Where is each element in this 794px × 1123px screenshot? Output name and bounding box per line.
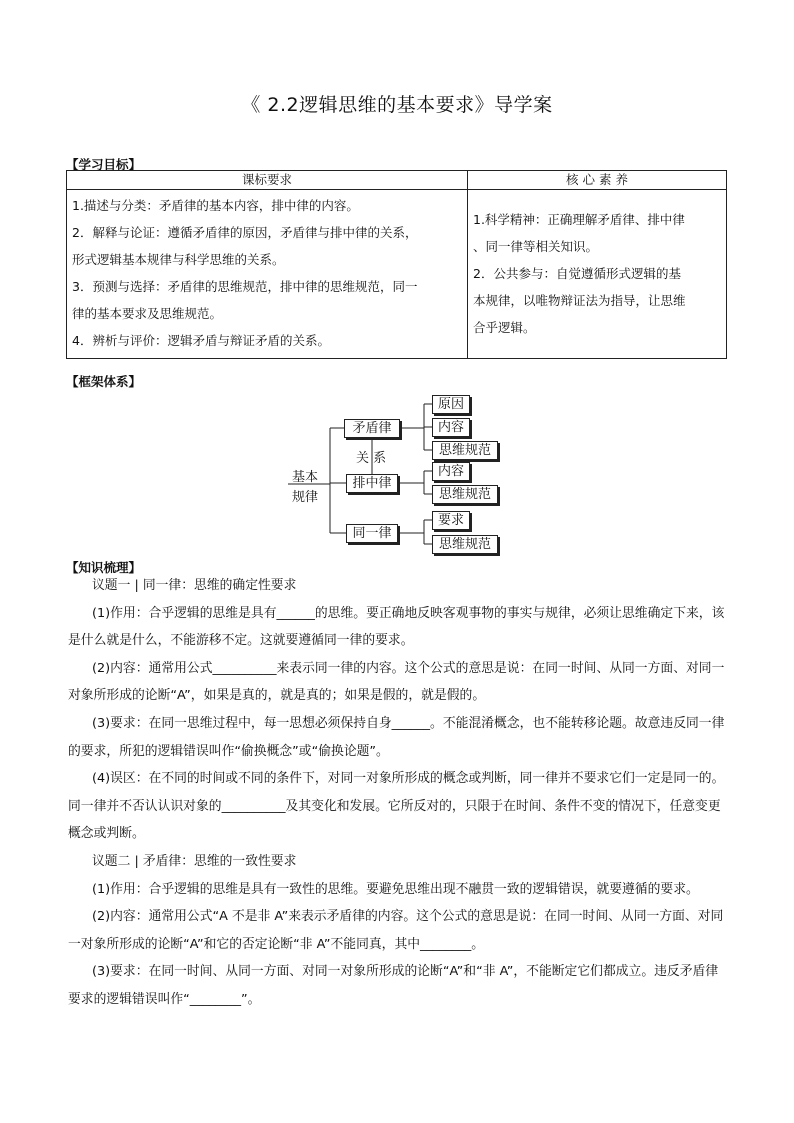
paragraph: (1)作用：合乎逻辑的思维是具有______的思维。要正确地反映客观事物的事实与规律，必须让思维确定下来，该是什么就是什么，不能游移不定。这就要遵循同一律的要求。: [68, 605, 725, 649]
section-framework-heading: 【框架体系】: [66, 374, 142, 389]
literacy-line: 合乎逻辑。: [473, 319, 536, 335]
topic-heading: 议题二 | 矛盾律：思维的一致性要求: [92, 853, 297, 869]
leaf-reason: 原因: [432, 395, 470, 414]
root-label-line1: 基本: [292, 470, 319, 485]
literacy-cell: [468, 190, 727, 359]
node-identity-law: 同一律: [346, 524, 398, 543]
goals-table: [66, 170, 727, 359]
node-excluded-middle-law: 排中律: [346, 474, 398, 493]
literacy-line: 2．公共参与：自觉遵循形式逻辑的基: [473, 265, 681, 281]
framework-diagram: [280, 390, 510, 555]
knowledge-body: [68, 572, 728, 1014]
standards-cell: [67, 190, 468, 359]
literacy-line: 1.科学精神：正确理解矛盾律、排中律: [473, 211, 685, 227]
standards-line: 1.描述与分类：矛盾律的基本内容，排中律的内容。: [72, 198, 359, 213]
paragraph: (3)要求：在同一时间、从同一方面、对同一对象所形成的论断“A”和“非 A”，不能断定它们都成立。违反矛盾律要求的逻辑错误叫作“________”。: [68, 964, 719, 1007]
paragraph: (2)内容：通常用公式“A 不是非 A”来表示矛盾律的内容。这个公式的意思是说：在同一时间、从同一方面、对同一对象所形成的论断“A”和它的否定论断“非 A”不能同真，其中________。: [68, 909, 724, 952]
standards-line: 3．预测与选择：矛盾律的思维规范，排中律的思维规范，同一: [72, 279, 418, 294]
paragraph: (4)误区：在不同的时间或不同的条件下，对同一对象所形成的概念或判断，同一律并不要求它们一定是同一的。同一律并不否认认识对象的__________及其变化和发展。它所反对的，只限于在时间、条件不变的情况下，任意变更概念或判断。: [68, 771, 725, 842]
leaf-thinking-norm: 思维规范: [432, 535, 498, 554]
section-knowledge-heading: 【知识梳理】: [66, 560, 142, 575]
leaf-content: 内容: [432, 418, 470, 437]
leaf-thinking-norm: 思维规范: [432, 441, 498, 460]
leaf-content: 内容: [432, 462, 470, 481]
standards-line: 律的基本要求及思维规范。: [72, 306, 223, 321]
node-contradiction-law: 矛盾律: [344, 419, 400, 438]
relation-label: 关 系: [356, 451, 387, 466]
literacy-line: 本规律，以唯物辩证法为指导，让思维: [473, 292, 686, 308]
literacy-line: 、同一律等相关知识。: [473, 238, 599, 254]
col-header-literacy: 核 心 素 养: [468, 171, 727, 190]
root-label-line2: 规律: [292, 490, 319, 505]
standards-line: 形式逻辑基本规律与科学思维的关系。: [72, 252, 285, 267]
standards-line: 4．辨析与评价：逻辑矛盾与辩证矛盾的关系。: [72, 333, 330, 348]
paragraph: (3)要求：在同一思维过程中，每一思想必须保持自身______。不能混淆概念，也不能转移论题。故意违反同一律的要求，所犯的逻辑错误叫作“偷换概念”或“偷换论题”。: [68, 715, 725, 759]
standards-line: 2．解释与论证：遵循矛盾律的原因，矛盾律与排中律的关系，: [72, 225, 418, 240]
page-title: 《 2.2逻辑思维的基本要求》导学案: [241, 94, 553, 116]
topic-heading: 议题一 | 同一律：思维的确定性要求: [92, 578, 297, 593]
paragraph: (2)内容：通常用公式__________来表示同一律的内容。这个公式的意思是说：在同一时间、从同一方面、对同一对象所形成的论断“A”，如果是真的，就是真的；如果是假的，就是假的。: [68, 660, 725, 704]
leaf-thinking-norm: 思维规范: [432, 485, 498, 504]
col-header-standards: 课标要求: [67, 171, 468, 190]
leaf-requirement: 要求: [432, 511, 470, 530]
section-goals-heading: 【学习目标】: [66, 157, 142, 172]
paragraph: (1)作用：合乎逻辑的思维是具有一致性的思维。要避免思维出现不融贯一致的逻辑错误，就要遵循的要求。: [92, 881, 699, 897]
